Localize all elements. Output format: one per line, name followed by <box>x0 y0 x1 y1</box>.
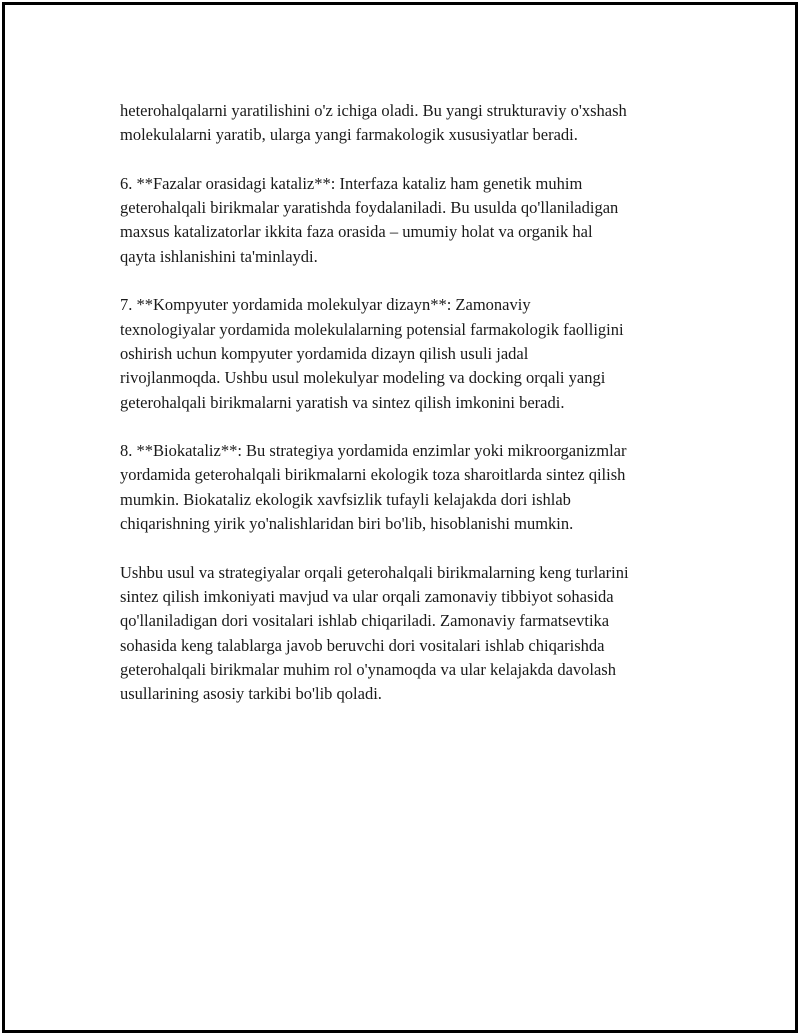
text-line: maxsus katalizatorlar ikkita faza orasida – umumiy holat va organik hal <box>120 222 593 242</box>
text-line: sohasida keng talablarga javob beruvchi dori vositalari ishlab chiqarishda <box>120 635 605 655</box>
text-line: geterohalqali birikmalar muhim rol o'ynamoqda va ular kelajakda davolash <box>120 659 616 679</box>
text-line: Ushbu usul va strategiyalar orqali geterohalqali birikmalarning keng turlarini <box>120 562 629 582</box>
paragraph-item-6 <box>120 172 710 269</box>
text-line: yordamida geterohalqali birikmalarni ekologik toza sharoitlarda sintez qilish <box>120 465 626 485</box>
text-line: oshirish uchun kompyuter yordamida dizayn qilish usuli jadal <box>120 343 529 363</box>
text-line: molekulalarni yaratib, ularga yangi farmakologik xususiyatlar beradi. <box>120 125 578 145</box>
document-body <box>120 99 710 731</box>
paragraph-intro-continuation <box>120 99 710 148</box>
paragraph-item-7 <box>120 293 710 414</box>
text-line: geterohalqali birikmalar yaratishda foydalaniladi. Bu usulda qo'llaniladigan <box>120 198 619 218</box>
text-line: geterohalqali birikmalarni yaratish va sintez qilish imkonini beradi. <box>120 392 565 412</box>
text-line: sintez qilish imkoniyati mavjud va ular orqali zamonaviy tibbiyot sohasida <box>120 586 614 606</box>
text-line: texnologiyalar yordamida molekulalarning potensial farmakologik faolligini <box>120 319 624 339</box>
text-line: 8. **Biokataliz**: Bu strategiya yordamida enzimlar yoki mikroorganizmlar <box>120 441 627 461</box>
text-line: usullarining asosiy tarkibi bo'lib qoladi. <box>120 684 382 704</box>
text-line: mumkin. Biokataliz ekologik xavfsizlik tufayli kelajakda dori ishlab <box>120 489 571 509</box>
text-line: rivojlanmoqda. Ushbu usul molekulyar modeling va docking orqali yangi <box>120 368 606 388</box>
text-line: 7. **Kompyuter yordamida molekulyar dizayn**: Zamonaviy <box>120 295 531 315</box>
text-line: heterohalqalarni yaratilishini o'z ichiga oladi. Bu yangi strukturaviy o'xshash <box>120 101 627 120</box>
text-line: qo'llaniladigan dori vositalari ishlab chiqariladi. Zamonaviy farmatsevtika <box>120 611 610 631</box>
text-line: chiqarishning yirik yo'nalishlaridan biri bo'lib, hisoblanishi mumkin. <box>120 514 574 534</box>
text-line: qayta ishlanishini ta'minlaydi. <box>120 246 318 266</box>
paragraph-item-8 <box>120 439 710 536</box>
paragraph-conclusion <box>120 561 710 707</box>
text-line: 6. **Fazalar orasidagi kataliz**: Interfaza kataliz ham genetik muhim <box>120 173 583 193</box>
page-frame <box>2 2 798 1033</box>
